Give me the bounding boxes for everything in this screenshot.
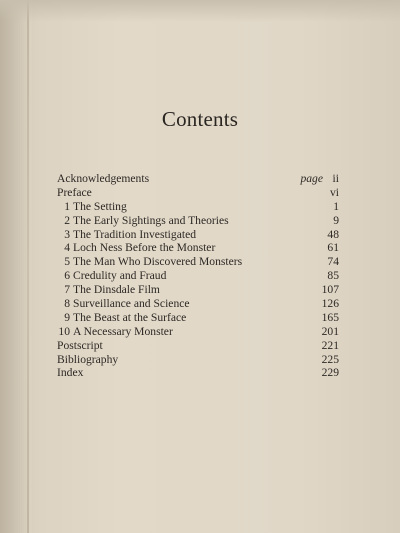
entry-title: Acknowledgements	[57, 172, 150, 185]
entry-title: The Beast at the Surface	[73, 310, 187, 324]
entry-number: 10	[58, 324, 70, 338]
entry-page: 48	[327, 227, 339, 241]
entry-title: The Tradition Investigated	[73, 227, 197, 241]
toc-entry	[57, 297, 339, 311]
entry-page: 85	[327, 269, 339, 283]
entry-title: A Necessary Monster	[73, 324, 173, 338]
toc-entry	[57, 339, 339, 353]
toc-entry	[57, 255, 339, 269]
entry-page: 229	[321, 366, 339, 380]
entry-page: 126	[321, 297, 339, 311]
entry-title: The Man Who Discovered Monsters	[73, 255, 243, 269]
toc-entry	[57, 228, 339, 242]
entry-number: 7	[64, 283, 70, 297]
entry-title: Surveillance and Science	[73, 297, 190, 311]
toc-entry	[57, 353, 339, 367]
toc-entry	[57, 172, 339, 186]
table-of-contents	[57, 172, 339, 380]
entry-title: Index	[57, 366, 84, 380]
entry-title: Preface	[57, 185, 92, 199]
entry-number: 1	[64, 199, 70, 213]
entry-number: 3	[64, 227, 70, 241]
entry-page: 107	[321, 283, 339, 297]
toc-entry	[57, 214, 339, 228]
entry-page: 74	[327, 255, 339, 269]
page-label: page	[300, 172, 323, 185]
page-top-shadow	[0, 0, 400, 22]
facing-page-edge	[27, 0, 29, 533]
entry-page: 221	[321, 338, 339, 352]
toc-entry	[57, 241, 339, 255]
entry-page: ii	[332, 172, 339, 185]
entry-page: vi	[329, 185, 339, 199]
entry-number: 2	[64, 213, 70, 227]
entry-number: 9	[64, 310, 70, 324]
entry-title: Loch Ness Before the Monster	[73, 241, 216, 255]
page-title: Contents	[161, 107, 239, 131]
toc-entry	[57, 186, 339, 200]
entry-number: 6	[64, 269, 70, 283]
entry-number: 4	[64, 241, 70, 255]
entry-title: The Early Sightings and Theories	[73, 213, 229, 227]
toc-entry	[57, 311, 339, 325]
entry-page: 1	[333, 199, 339, 213]
entry-title: The Setting	[73, 199, 127, 213]
entry-number: 5	[64, 255, 70, 269]
entry-title: Bibliography	[57, 352, 119, 366]
entry-page: 225	[321, 352, 339, 366]
entry-title: Credulity and Fraud	[73, 269, 167, 283]
entry-page: 61	[327, 241, 339, 255]
entry-title: Postscript	[57, 338, 103, 352]
toc-entry	[57, 200, 339, 214]
entry-page: 165	[321, 310, 339, 324]
entry-page: 201	[321, 324, 339, 338]
toc-entry	[57, 325, 339, 339]
toc-entry	[57, 366, 339, 380]
toc-entry	[57, 283, 339, 297]
entry-page: 9	[333, 213, 339, 227]
entry-number: 8	[64, 297, 70, 311]
entry-title: The Dinsdale Film	[73, 283, 160, 297]
toc-entry	[57, 269, 339, 283]
